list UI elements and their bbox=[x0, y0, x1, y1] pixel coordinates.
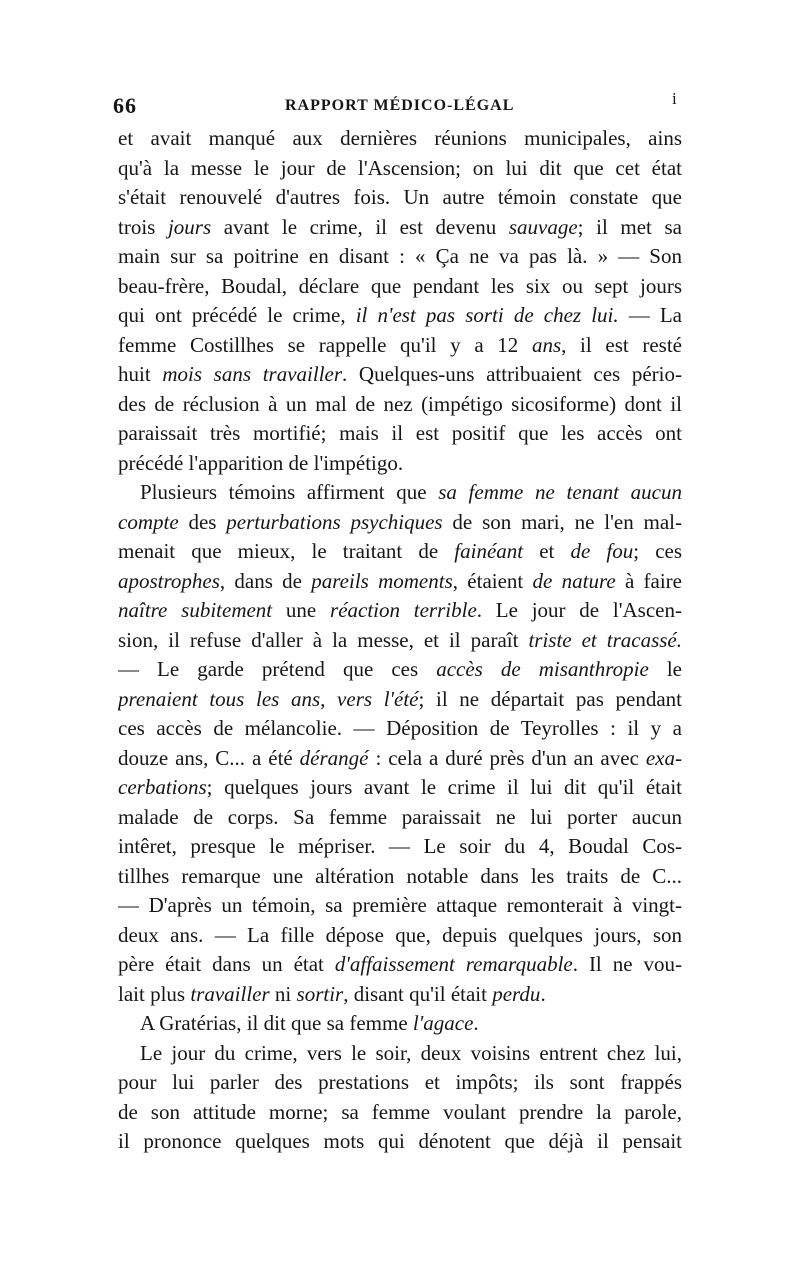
text-line bbox=[118, 331, 682, 361]
italic-text: perdu bbox=[492, 981, 541, 1006]
italic-text: triste et tracassé. bbox=[528, 627, 682, 652]
italic-text: de fou bbox=[570, 539, 634, 563]
text-run: il prononce quelques mots qui dénotent que déjà il pensait bbox=[118, 1129, 682, 1153]
text-run: , dans de bbox=[219, 568, 312, 593]
text-run: et avait manqué aux dernières réunions municipales, ains bbox=[118, 126, 682, 150]
italic-text: prenaient tous les ans, vers l'été bbox=[118, 686, 419, 711]
italic-text: sauvage bbox=[508, 214, 578, 239]
italic-text: travailler bbox=[190, 981, 270, 1006]
text-run: précédé l'apparition de l'impétigo. bbox=[118, 450, 404, 475]
italic-text: de nature bbox=[532, 568, 616, 593]
text-run: — La bbox=[618, 303, 682, 327]
text-run: Le jour du crime, vers le soir, deux voisins entrent chez lui, bbox=[140, 1040, 682, 1065]
italic-text: il n'est pas sorti de chez lui. bbox=[355, 303, 619, 327]
text-run: ces accès de mélancolie. — Déposition de Teyrolles : il y a bbox=[118, 716, 682, 740]
text-line bbox=[118, 1009, 682, 1039]
text-line bbox=[118, 832, 682, 862]
text-run: ; quelques jours avant le crime il lui dit qu'il était bbox=[206, 775, 682, 799]
text-run: . Le jour de l'Ascen- bbox=[476, 598, 682, 622]
text-line bbox=[118, 980, 682, 1010]
text-run: huit bbox=[118, 362, 163, 386]
text-run: main sur sa poitrine en disant : « Ça ne va pas là. » — Son bbox=[118, 244, 682, 268]
text-run: sion, il refuse d'aller à la messe, et il paraît bbox=[118, 627, 529, 652]
italic-text: jours bbox=[167, 214, 212, 239]
text-line bbox=[118, 1127, 682, 1157]
text-line bbox=[118, 478, 682, 508]
text-line bbox=[118, 124, 682, 154]
italic-text: apostrophes bbox=[118, 568, 220, 593]
text-run: des de réclusion à un mal de nez (impétigo sicosiforme) dont il bbox=[118, 391, 682, 416]
text-line bbox=[118, 891, 682, 921]
text-run: paraissait très mortifié; mais il est positif que les accès ont bbox=[118, 421, 682, 445]
text-run: s'était renouvelé d'autres fois. Un autre témoin constate que bbox=[118, 185, 682, 209]
italic-text: exa- bbox=[645, 745, 682, 770]
text-run: , étaient bbox=[452, 568, 533, 593]
running-title: RAPPORT MÉDICO-LÉGAL bbox=[285, 97, 515, 114]
text-line bbox=[118, 242, 682, 272]
text-line bbox=[118, 154, 682, 184]
text-run: malade de corps. Sa femme paraissait ne lui porter aucun bbox=[118, 804, 682, 829]
text-run: lait plus bbox=[118, 981, 191, 1006]
text-line bbox=[118, 272, 682, 302]
text-line bbox=[118, 567, 682, 597]
text-line bbox=[118, 1068, 682, 1098]
text-run: et bbox=[523, 539, 571, 563]
italic-text: compte bbox=[118, 509, 179, 534]
italic-text: mois sans travailler bbox=[162, 362, 343, 386]
text-run: de son attitude morne; sa femme voulant prendre la parole, bbox=[118, 1099, 682, 1124]
text-run: — Le garde prétend que ces bbox=[118, 657, 437, 681]
page-number: 66 bbox=[113, 93, 137, 118]
italic-text: l'agace bbox=[412, 1011, 474, 1035]
text-line bbox=[118, 596, 682, 626]
text-run: , disant qu'il était bbox=[343, 981, 493, 1006]
text-line bbox=[118, 773, 682, 803]
text-line bbox=[118, 803, 682, 833]
text-line bbox=[118, 1098, 682, 1128]
text-run: avant le crime, il est devenu bbox=[211, 214, 509, 239]
page-header bbox=[113, 89, 683, 123]
text-run: une bbox=[272, 598, 331, 622]
text-run: tillhes remarque une altération notable dans les traits de C... bbox=[118, 863, 682, 888]
italic-text: fainéant bbox=[454, 539, 524, 563]
text-run: . Quelques-uns attribuaient ces pério- bbox=[342, 362, 682, 386]
text-run: : cela a duré près d'un an avec bbox=[368, 745, 646, 770]
italic-text: cerbations bbox=[118, 775, 207, 799]
text-run: — D'après un témoin, sa première attaque remonterait à vingt- bbox=[118, 893, 682, 917]
italic-text: pareils moments bbox=[311, 568, 453, 593]
text-run: intêret, presque le mépriser. — Le soir du 4, Boudal Cos- bbox=[118, 834, 682, 858]
text-run: le bbox=[648, 657, 682, 681]
text-line bbox=[118, 626, 682, 656]
text-line bbox=[118, 419, 682, 449]
text-run: deux ans. — La fille dépose que, depuis quelques jours, son bbox=[118, 922, 682, 947]
text-line bbox=[118, 360, 682, 390]
text-run: . bbox=[540, 981, 546, 1006]
text-line bbox=[118, 1039, 682, 1069]
text-run: . bbox=[473, 1011, 479, 1035]
italic-text: sortir bbox=[296, 981, 344, 1006]
text-run: de son mari, ne l'en mal- bbox=[442, 509, 682, 534]
text-line bbox=[118, 714, 682, 744]
italic-text: sa femme ne tenant aucun bbox=[438, 480, 682, 504]
text-run: menait que mieux, le traitant de bbox=[118, 539, 455, 563]
text-run: . Il ne vou- bbox=[572, 952, 682, 976]
text-run: beau-frère, Boudal, déclare que pendant les six ou sept jours bbox=[118, 273, 682, 298]
text-run: A Gratérias, il dit que sa femme bbox=[140, 1011, 413, 1035]
body-text bbox=[118, 124, 682, 1157]
text-line bbox=[118, 508, 682, 538]
text-run: à faire bbox=[615, 568, 682, 593]
text-run: trois bbox=[118, 214, 168, 239]
text-run: ni bbox=[269, 981, 297, 1006]
text-run: douze ans, C... a été bbox=[118, 745, 300, 770]
text-run: qui ont précédé le crime, bbox=[118, 303, 356, 327]
text-line bbox=[118, 950, 682, 980]
italic-text: perturbations psychiques bbox=[226, 509, 443, 534]
text-line bbox=[118, 862, 682, 892]
text-line bbox=[118, 685, 682, 715]
italic-text: accès de misanthropie bbox=[436, 657, 649, 681]
italic-text: réaction terrible bbox=[330, 598, 477, 622]
text-line bbox=[118, 921, 682, 951]
text-line bbox=[118, 537, 682, 567]
text-line bbox=[118, 390, 682, 420]
text-line bbox=[118, 744, 682, 774]
italic-text: dérangé bbox=[299, 745, 369, 770]
text-run: ; il met sa bbox=[577, 214, 682, 239]
text-run: pour lui parler des prestations et impôts; ils sont frappés bbox=[118, 1070, 682, 1094]
text-run: des bbox=[178, 509, 227, 534]
text-line bbox=[118, 449, 682, 479]
text-run: ; ces bbox=[633, 539, 682, 563]
italic-text: ans bbox=[531, 332, 562, 357]
corner-mark: i bbox=[672, 89, 677, 108]
text-line bbox=[118, 213, 682, 243]
text-line bbox=[118, 655, 682, 685]
text-run: Plusieurs témoins affirment que bbox=[140, 480, 439, 504]
text-run: père était dans un état bbox=[118, 952, 335, 976]
italic-text: naître subitement bbox=[118, 598, 273, 622]
text-run: , il est resté bbox=[561, 332, 682, 357]
text-run: femme Costillhes se rappelle qu'il y a 12 bbox=[118, 332, 532, 357]
text-line bbox=[118, 183, 682, 213]
text-run: qu'à la messe le jour de l'Ascension; on lui dit que cet état bbox=[118, 155, 682, 180]
text-line bbox=[118, 301, 682, 331]
text-run: ; il ne départait pas pendant bbox=[418, 686, 682, 711]
italic-text: d'affaissement remarquable bbox=[334, 952, 573, 976]
